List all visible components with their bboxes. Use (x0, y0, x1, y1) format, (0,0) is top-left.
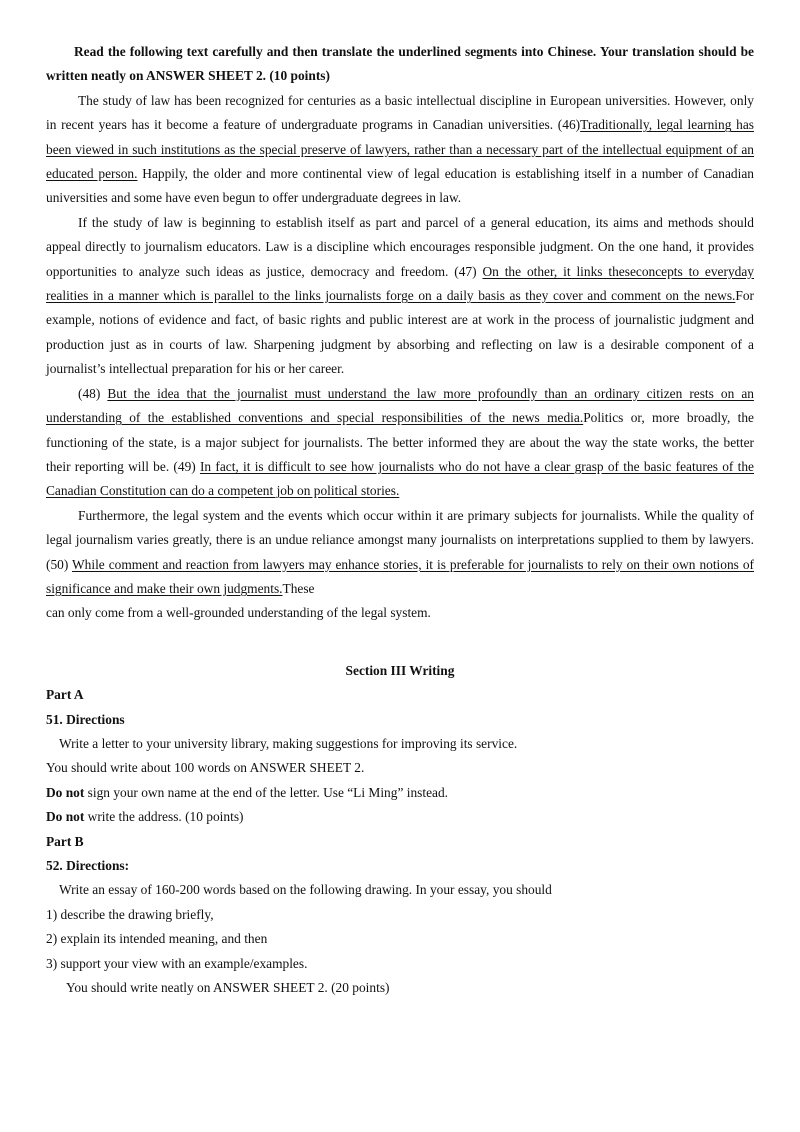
part-a-rule-address (46, 805, 754, 829)
underlined-segment-48: But the idea that the journalist must understand the law more profoundly than an ordinary citizen rests on an understanding of the established conventions and special responsibilities of the news media. (46, 385, 754, 426)
do-not-label: Do not (46, 809, 85, 825)
paragraph-text: The study of law has been recognized for centuries as a basic intellectual discipline in European universities. However, only in recent years has it become a feature of undergraduate programs in Canadian universities. (46) (46, 92, 754, 133)
paragraph-text: Happily, the older and more continental view of legal education is establishing itself in a number of Canadian universities and some have even begun to offer undergraduate degrees in law. (46, 166, 754, 206)
section-title: Section III Writing (345, 662, 455, 678)
paragraph-text: These (282, 580, 315, 596)
part-a-heading: 51. Directions (46, 711, 125, 727)
part-b-item: 2) explain its intended meaning, and then (46, 931, 268, 947)
underlined-segment-46: Traditionally, legal learning has been viewed in such institutions as the special preserve of lawyers, rather than a necessary part of the intellectual equipment of an educated person. (46, 117, 754, 182)
passage-closing-line: can only come from a well-grounded understanding of the legal system. (46, 605, 431, 621)
part-a-rule-name (46, 781, 754, 805)
part-b-item: 3) support your view with an example/examples. (46, 955, 308, 971)
part-b-intro: Write an essay of 160-200 words based on the following drawing. In your essay, you should (59, 882, 552, 898)
passage-paragraph-1 (46, 89, 754, 211)
underlined-segment-50: While comment and reaction from lawyers may enhance stories, it is preferable for journalists to rely on their own notions of significance and make their own judgments. (46, 556, 754, 596)
part-b-heading: 52. Directions: (46, 858, 130, 873)
passage-paragraph-4 (46, 504, 754, 602)
part-b-item: 1) describe the drawing briefly, (46, 906, 214, 922)
underlined-segment-47: On the other, it links theseconcepts to everyday realities in a manner which is parallel to the links journalists forge on a daily basis as they cover and comment on the news. (46, 263, 754, 304)
passage-paragraph-3 (46, 382, 754, 504)
part-a-word-count: You should write about 100 words on ANSWER SHEET 2. (46, 760, 365, 776)
underlined-segment-49: In fact, it is difficult to see how journalists who do not have a clear grasp of the basic features of the Canadian Constitution can do a competent job on political stories. (46, 458, 754, 499)
paragraph-text: Politics or, more broadly, the functioning of the state, is a major subject for journalists. The better informed they are about the way the state works, the better their reporting will be. (49) (46, 410, 755, 474)
paragraph-text: If the study of law is beginning to establish itself as part and parcel of a general education, its aims and methods should appeal directly to journalism educators. Law is a discipline which encourages responsible judgment. On the one hand, it provides opportunities to analyze such ideas as justice, democracy and freedom. (47) (46, 214, 754, 279)
paragraph-text: Furthermore, the legal system and the events which occur within it are primary subjects for journalists. While the quality of legal journalism varies greatly, there is an undue reliance amongst many journalists on interpretations supplied to them by lawyers. (50) (46, 507, 754, 572)
part-a-task: Write a letter to your university library, making suggestions for improving its service. (59, 735, 518, 751)
rule-text: sign your own name at the end of the letter. Use “Li Ming” instead. (84, 784, 449, 800)
do-not-label: Do not (46, 784, 85, 800)
passage-paragraph-2 (46, 211, 754, 382)
document-page (46, 40, 754, 1000)
part-a-label: Part A (46, 687, 84, 703)
translation-instruction: Read the following text carefully and then translate the underlined segments into Chinese. Your translation should be written neatly on ANSWER SHEET 2. (10 points) (46, 44, 754, 84)
paragraph-text: (48) (78, 385, 108, 401)
paragraph-text: For example, notions of evidence and fact, of basic rights and public interest are at work in the process of journalistic judgment and production just as in courts of law. Sharpening judgment by absorbing and reflecting on law is a desirable component of a journalist’s intellectual preparation for his or her career. (46, 288, 754, 377)
rule-text: write the address. (10 points) (84, 809, 244, 825)
part-b-label: Part B (46, 833, 84, 849)
part-b-closing: You should write neatly on ANSWER SHEET 2. (20 points) (66, 980, 390, 996)
